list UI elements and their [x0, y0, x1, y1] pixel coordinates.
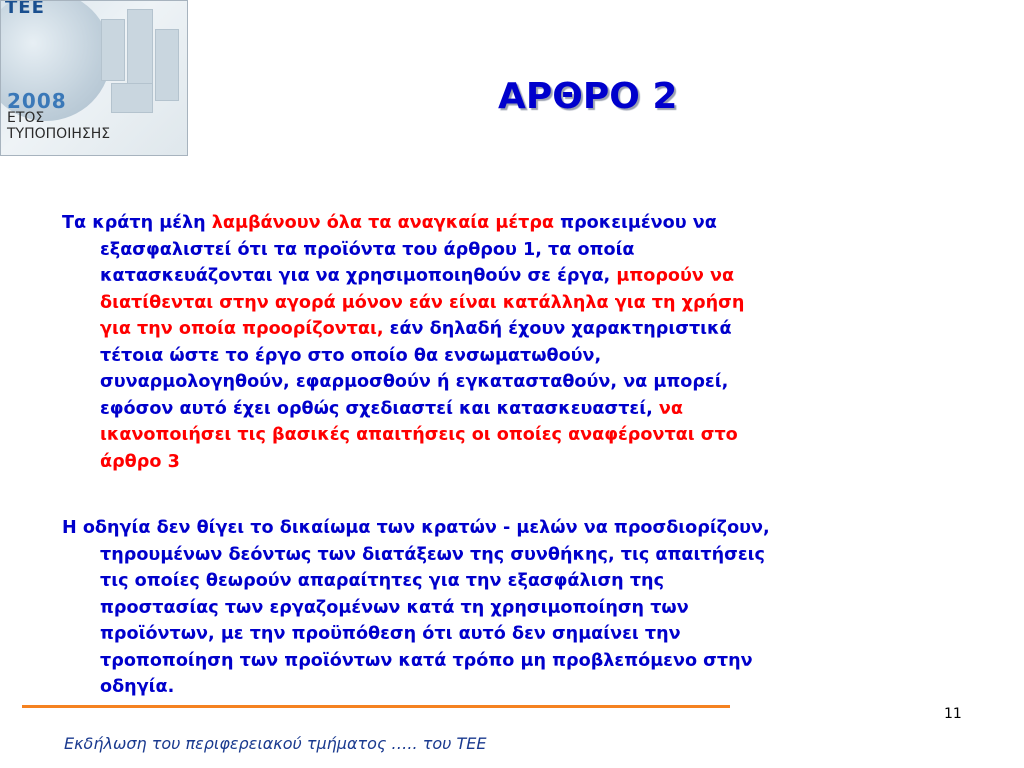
paragraph-line — [62, 263, 962, 290]
footer-text: Εκδήλωση του περιφερειακού τμήματος ….. του ΤΕΕ — [64, 734, 487, 753]
body-text: Τα κράτη μέλη — [62, 213, 212, 233]
highlighted-text: λαμβάνουν όλα τα αναγκαία μέτρα — [211, 213, 555, 233]
paragraph-line — [62, 396, 962, 423]
paragraph-article-2 — [62, 210, 962, 475]
paragraph-line: τροποποίηση των προϊόντων κατά τρόπο μη προβλεπόμενο στην — [100, 650, 753, 671]
logo-year: 2008 — [7, 89, 67, 113]
body-text: εάν δηλαδή έχουν χαρακτηριστικά — [383, 319, 732, 339]
slide-title: ΑΡΘΡΟ 2 — [498, 76, 678, 117]
paragraph-line — [62, 343, 962, 370]
paragraph-line — [62, 290, 962, 317]
body-text: τέτοια ώστε το έργο στο οποίο θα ενσωματωθούν, — [100, 345, 602, 366]
building-graphic — [101, 9, 181, 119]
logo-line2: ΤΥΠΟΠΟΙΗΣΗΣ — [7, 126, 111, 142]
paragraph-line — [62, 449, 962, 476]
paragraph-line — [62, 237, 962, 264]
body-text: εξασφαλιστεί ότι τα προϊόντα του άρθρου 1, τα οποία — [100, 239, 635, 260]
paragraph-line: τις οποίες θεωρούν απαραίτητες για την εξασφάλιση της — [100, 571, 664, 591]
page-number: 11 — [944, 706, 962, 722]
paragraph-line — [62, 316, 962, 343]
paragraph-line — [62, 369, 962, 396]
paragraph-line — [62, 422, 962, 449]
highlighted-text: για την οποία προορίζονται, — [100, 319, 384, 339]
paragraph-line: Η οδηγία δεν θίγει το δικαίωμα των κρατών - μελών να προσδιορίζουν, — [62, 518, 770, 538]
paragraph-line: τηρουμένων δεόντως των διατάξεων της συνθήκης, τις απαιτήσεις — [100, 544, 765, 565]
paragraph-line — [62, 210, 962, 237]
highlighted-text: διατίθενται στην αγορά μόνον εάν είναι κατάλληλα για τη χρήση — [100, 292, 745, 313]
body-text: εφόσον αυτό έχει ορθώς σχεδιαστεί και κατασκευαστεί, — [100, 398, 659, 419]
paragraph-line: προϊόντων, με την προϋπόθεση ότι αυτό δεν σημαίνει την — [100, 624, 681, 644]
footer-divider — [22, 705, 730, 708]
highlighted-text: να — [658, 398, 683, 419]
body-text: συναρμολογηθούν, εφαρμοσθούν ή εγκατασταθούν, να μπορεί, — [100, 372, 729, 392]
highlighted-text: ικανοποιήσει τις βασικές απαιτήσεις οι οποίες αναφέρονται στο — [100, 425, 738, 445]
paragraph-directive — [62, 515, 962, 701]
paragraph-line: προστασίας των εργαζομένων κατά τη χρησιμοποίηση των — [100, 597, 689, 618]
paragraph-line: οδηγία. — [100, 677, 175, 697]
logo-line1: ΕΤΟΣ — [7, 110, 45, 126]
highlighted-text: άρθρο 3 — [100, 451, 180, 472]
highlighted-text: μπορούν να — [616, 266, 735, 286]
body-text: προκειμένου να — [554, 213, 717, 233]
body-text: κατασκευάζονται για να χρησιμοποιηθούν σε έργα, — [100, 266, 617, 286]
logo-tee-text: TEE — [5, 0, 45, 18]
tee-logo — [0, 0, 188, 156]
